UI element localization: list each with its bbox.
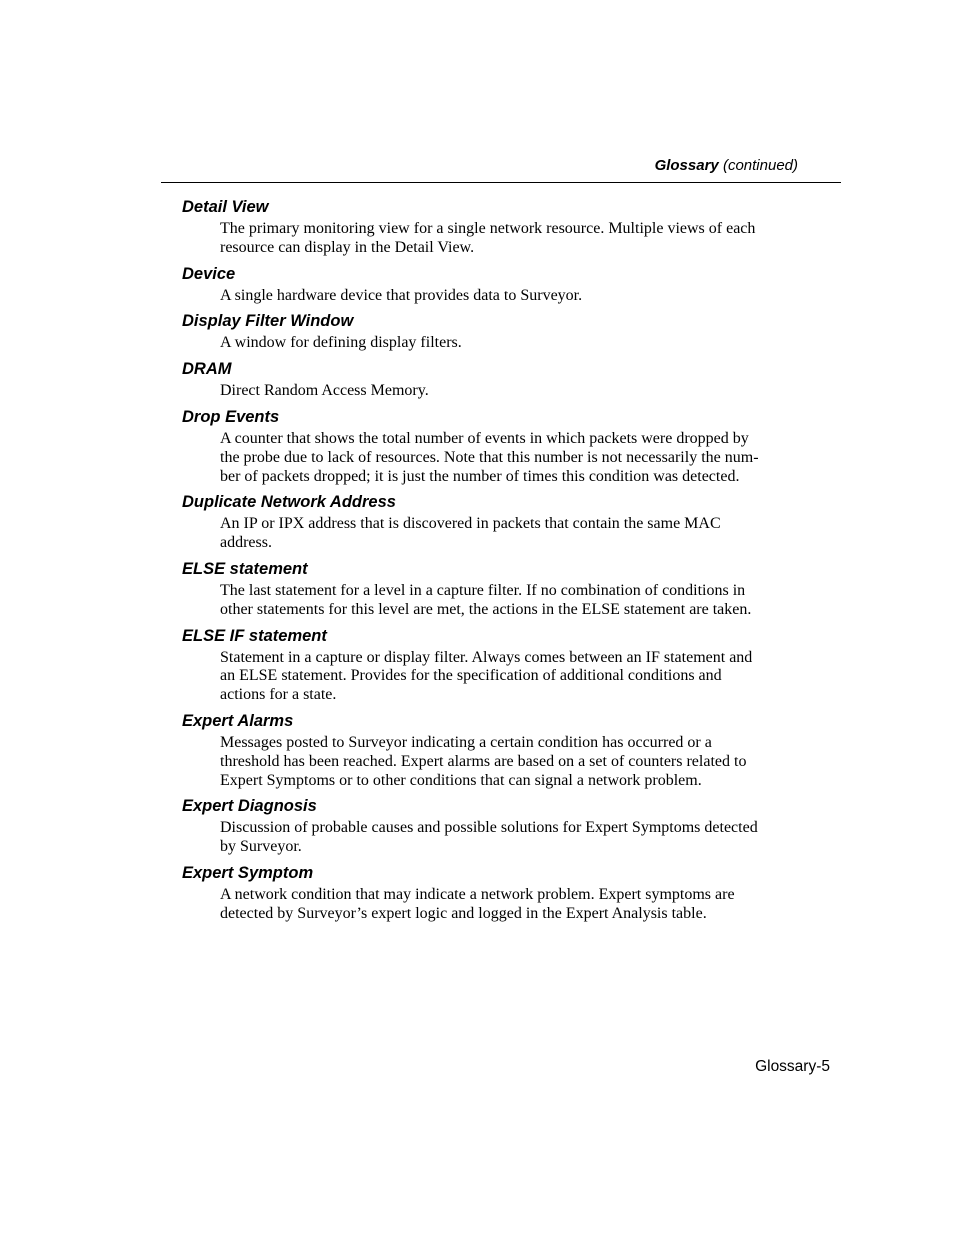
- definition-line: Expert Symptoms or to other conditions that can signal a network problem.: [220, 771, 702, 789]
- glossary-entry: [182, 863, 802, 924]
- definition-line: the probe due to lack of resources. Note that this number is not necessarily the num-: [220, 448, 759, 466]
- definition-line: Discussion of probable causes and possible solutions for Expert Symptoms detected: [220, 819, 758, 837]
- definition-line: other statements for this level are met, the actions in the ELSE statement are taken.: [220, 600, 752, 618]
- definition-line: detected by Surveyor’s expert logic and logged in the Expert Analysis table.: [220, 904, 707, 922]
- glossary-term: ELSE statement: [182, 559, 308, 578]
- running-head: [655, 156, 798, 176]
- definition-line: Statement in a capture or display filter. Always comes between an IF statement and: [220, 648, 753, 666]
- glossary-term: Duplicate Network Address: [182, 493, 396, 512]
- definition-line: A network condition that may indicate a network problem. Expert symptoms are: [220, 885, 735, 903]
- glossary-definition: [220, 886, 800, 924]
- glossary-definition: [220, 382, 800, 401]
- definition-line: A single hardware device that provides data to Surveyor.: [220, 286, 583, 304]
- glossary-entry: [182, 311, 802, 353]
- header-rule: [161, 182, 841, 183]
- definition-line: actions for a state.: [220, 686, 337, 704]
- glossary-term: Drop Events: [182, 407, 280, 426]
- definition-line: The last statement for a level in a capture filter. If no combination of conditions in: [220, 581, 746, 599]
- glossary-term: ELSE IF statement: [182, 626, 327, 645]
- glossary-definition: [220, 819, 800, 857]
- definition-line: address.: [220, 534, 272, 552]
- definition-line: an ELSE statement. Provides for the specification of additional conditions and: [220, 667, 722, 685]
- definition-line: A counter that shows the total number of events in which packets were dropped by: [220, 429, 749, 447]
- glossary-entry: [182, 492, 802, 553]
- glossary-entry: [182, 264, 802, 306]
- running-head-continued: (continued): [722, 157, 798, 174]
- glossary-definition: [220, 582, 800, 620]
- glossary-entry: [182, 359, 802, 401]
- glossary-entry: [182, 197, 802, 258]
- glossary-definition: [220, 220, 800, 258]
- glossary-definition: [220, 734, 800, 790]
- definition-line: by Surveyor.: [220, 838, 302, 856]
- definition-line: resource can display in the Detail View.: [220, 238, 475, 256]
- glossary-definition: [220, 334, 800, 353]
- glossary-term: Device: [182, 264, 236, 283]
- page-number: Glossary-5: [755, 1058, 830, 1075]
- glossary-entry: [182, 626, 802, 705]
- definition-line: Direct Random Access Memory.: [220, 382, 429, 400]
- glossary-definition: [220, 430, 800, 486]
- definition-line: The primary monitoring view for a single network resource. Multiple views of each: [220, 220, 756, 237]
- glossary-term: Expert Symptom: [182, 863, 314, 882]
- definition-line: Messages posted to Surveyor indicating a certain condition has occurred or a: [220, 733, 712, 751]
- running-head-title: Glossary: [654, 157, 719, 174]
- glossary-definition: [220, 287, 800, 306]
- definition-line: A window for defining display filters.: [220, 334, 462, 352]
- glossary-entry: [182, 559, 802, 620]
- glossary-entry: [182, 407, 802, 486]
- glossary-definition: [220, 649, 800, 705]
- definition-line: An IP or IPX address that is discovered in packets that contain the same MAC: [220, 515, 721, 533]
- definition-line: threshold has been reached. Expert alarms are based on a set of counters related to: [220, 752, 747, 770]
- glossary-term: Expert Diagnosis: [182, 797, 317, 816]
- glossary-term: Expert Alarms: [182, 711, 294, 730]
- glossary-entry: [182, 796, 802, 857]
- glossary-definition: [220, 515, 800, 553]
- definition-line: ber of packets dropped; it is just the number of times this condition was detected.: [220, 467, 740, 485]
- glossary-entries: [182, 197, 802, 930]
- glossary-term: Detail View: [182, 198, 269, 216]
- glossary-term: Display Filter Window: [182, 312, 354, 331]
- glossary-term: DRAM: [182, 360, 232, 379]
- glossary-entry: [182, 711, 802, 790]
